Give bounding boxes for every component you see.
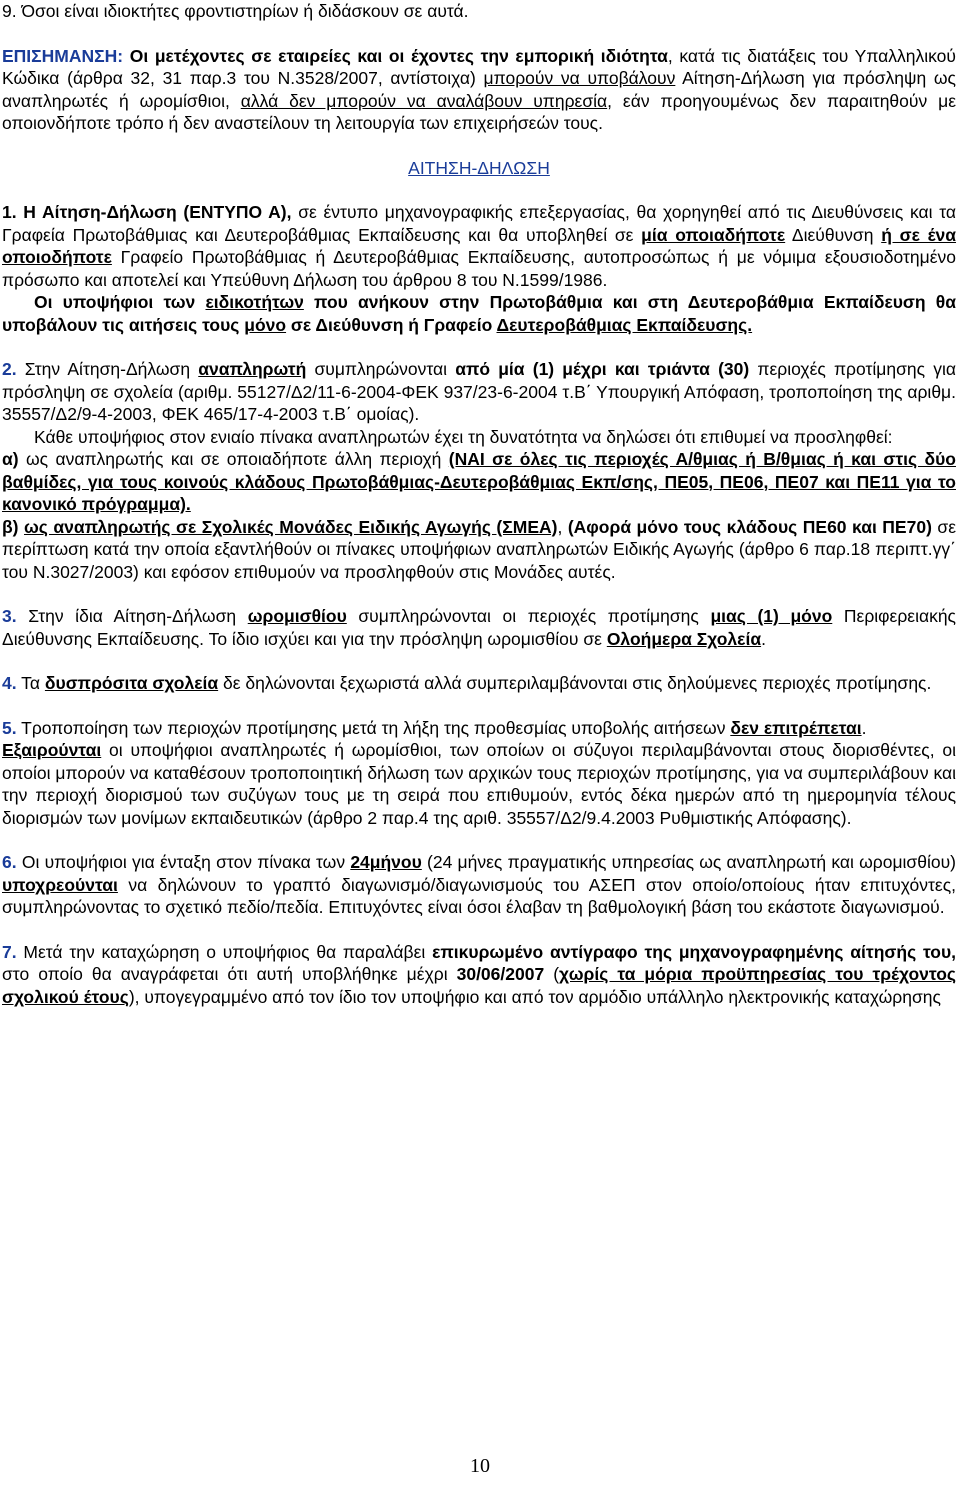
item-2-option-a [2, 448, 956, 516]
text-run: οι υποψήφιοι αναπληρωτές ή ωρομίσθιοι, των οποίων οι σύζυγοι περιλαμβάνονται στους διορισθέντες, οι οποίοι μπορούν να καταθέσουν τροποποιητική δήλωση των αρχικών τους περιοχών προτίμησης, για να συμπεριλάβουν και την περιοχή διορισμού των συζύγων τους με τη σειρά που επιθυμούν, εντός δέκα ημερών από τη ημερομηνία τέλους διορισμών των μονίμων εκπαιδευτικών (άρθρο 2 παρ.4 της αριθ. 35557/Δ2/9.4.2003 Ρυθμιστικής Απόφασης). [2, 740, 956, 828]
text-run: συμπληρώνονται οι περιοχές προτίμησης [346, 606, 711, 626]
document-body [2, 0, 956, 1008]
text-run: Τροποποίηση των περιοχών προτίμησης μετά τη λήξη της προθεσμίας υποβολής αιτήσεων [16, 717, 731, 738]
text-run: επικυρωμένο αντίγραφο της μηχανογραφημένης αίτησής του, [432, 941, 957, 962]
item-5-exception [2, 739, 956, 829]
text-run: μιας (1) μόνο [710, 606, 833, 626]
text-run: 9. Όσοι είναι ιδιοκτήτες φροντιστηρίων ή διδάσκουν σε αυτά. [2, 1, 469, 21]
text-run: 24μήνου [350, 852, 422, 872]
item-5 [2, 717, 956, 740]
item-9 [2, 0, 956, 23]
text-run: στο οποίο θα αναγράφεται ότι αυτή υποβλήθηκε μέχρι [2, 964, 457, 984]
text-run: χωρίς τα μόρια προϋπηρεσίας του τρέχοντος σχολικού έτους [2, 964, 956, 1007]
text-run: 5. [2, 717, 17, 738]
text-run: να δηλώνουν το γραπτό διαγωνισμό/διαγωνισμούς του ΑΣΕΠ στον οποίο/οποίους ήταν επιτυχόντες, συμπληρώνοντας το σχετικό πεδίο/πεδία. Επιτυχόντες είναι όσοι έλαβαν τη βαθμολογική βάση του εκάστοτε διαγωνισμού. [2, 874, 956, 917]
text-run: Κάθε υποψήφιος στον ενιαίο πίνακα αναπληρωτών έχει τη δυνατότητα να δηλώσει ότι επιθυμεί να προσληφθεί: [34, 426, 893, 447]
text-run: Διεύθυνση [785, 224, 882, 245]
text-run: δε δηλώνονται ξεχωριστά αλλά συμπεριλαμβάνονται στις δηλούμενες περιοχές προτίμησης. [218, 673, 932, 693]
text-run: ως αναπληρωτής σε Σχολικές Μονάδες Ειδικής Αγωγής (ΣΜΕΑ) [24, 516, 558, 537]
text-run: 30/06/2007 [456, 964, 545, 984]
text-run: . [761, 628, 766, 649]
text-run: Τα [16, 673, 45, 693]
text-run: δυσπρόσιτα σχολεία [44, 673, 219, 693]
text-run: ή σε ένα οποιοδήποτε [2, 224, 957, 267]
text-run: αλλά δεν μπορούν να αναλάβουν υπηρεσία [240, 90, 608, 111]
text-run: (ΝΑΙ σε όλες τις περιοχές Α/θμιας ή Β/θμιας ή και στις δύο βαθμίδες, για τους κοινούς κλάδους Πρωτοβάθμιας-Δευτεροβάθμιας Εκπ/σης, ΠΕ05, ΠΕ06, ΠΕ07 και ΠΕ11 για το κανονικό πρόγραμμα). [2, 449, 956, 514]
text-run: σε έντυπο μηχανογραφικής επεξεργασίας, θα χορηγηθεί από τις Διευθύνσεις και τα Γραφεία Πρωτοβάθμιας και Δευτεροβάθμιας Εκπαίδευσης και θα υποβληθεί σε [2, 202, 956, 245]
text-run: , εάν προηγουμένως δεν παραιτηθούν με οποιονδήποτε τρόπο ή δεν αναστείλουν τη λειτουργία των επιχειρήσεών τους. [2, 90, 957, 133]
note-paragraph [2, 45, 956, 135]
text-run: υποχρεούνται [2, 874, 118, 895]
text-run: ειδικοτήτων [205, 292, 304, 312]
item-2-options-intro [2, 426, 956, 449]
item-1-note [2, 291, 956, 336]
text-run: β) [2, 516, 19, 537]
text-run: Οι υποψήφιοι για ένταξη στον πίνακα των [16, 852, 351, 872]
text-run: Γραφείο Πρωτοβάθμιας ή Δευτεροβάθμιας Εκπαίδευσης, αυτοπροσώπως ή με νόμιμα εξουσιοδοτημένο πρόσωπο και αποτελεί και Υπεύθυνη Δήλωση του άρθρου 8 του Ν.1599/1986. [2, 247, 956, 290]
text-run: ( [544, 964, 560, 984]
text-run: αναπληρωτή [198, 359, 307, 379]
text-run: 7. [2, 941, 17, 962]
text-run: Μετά την καταχώρηση ο υποψήφιος θα παραλάβει [16, 941, 433, 962]
text-run: 2. [2, 359, 17, 379]
item-3 [2, 605, 956, 650]
text-run: Εξαιρούνται [2, 740, 102, 760]
text-run [123, 46, 130, 66]
text-run: Ολοήμερα Σχολεία [606, 628, 762, 649]
item-4 [2, 672, 956, 695]
text-run: συμπληρώνονται [306, 359, 456, 379]
text-run: Δευτεροβάθμιας Εκπαίδευσης. [496, 314, 753, 335]
text-run: σε Διεύθυνση ή Γραφείο [286, 314, 497, 335]
text-run: ), υπογεγραμμένο από τον ίδιο τον υποψήφιο και από τον αρμόδιο υπάλληλο ηλεκτρονικής καταχώρησης [128, 986, 941, 1007]
text-run: Περιφερειακής Διεύθυνσης Εκπαίδευσης. Το ίδιο ισχύει και για την πρόσληψη ωρομισθίου σε [2, 606, 956, 649]
text-run: που ανήκουν στην Πρωτοβάθμια και στη Δευτεροβάθμια Εκπαίδευση θα υποβάλουν τις αιτήσεις τους [2, 292, 957, 335]
text-run: , κατά τις διατάξεις του Υπαλληλικού Κώδικα (άρθρα 32, 31 παρ.3 του Ν.3528/2007, αντίστοιχα) [2, 45, 956, 88]
text-run: 1. Η Αίτηση-Δήλωση (ΕΝΤΥΠΟ Α), [2, 202, 292, 222]
item-2-option-b [2, 516, 956, 584]
text-run: δεν επιτρέπεται [730, 717, 862, 738]
text-run: ΕΠΙΣΗΜΑΝΣΗ: [2, 45, 124, 66]
text-run: . [861, 717, 867, 738]
text-run: , [557, 516, 568, 537]
section-heading[interactable] [2, 157, 956, 180]
item-2 [2, 358, 956, 426]
text-run: σε περίπτωση κατά την οποία εξαντλήθούν οι πίνακες υποψήφιων αναπληρωτών Ειδικής Αγωγής (άρθρο 6 παρ.18 περιπτ.γγ΄ του Ν.3027/2003) και εφόσον επιθυμούν να προσληφθούν στις Μονάδες αυτές. [2, 516, 956, 582]
text-run: 3. [2, 606, 17, 626]
page-number: 10 [470, 1455, 490, 1477]
text-run: (24 μήνες πραγματικής υπηρεσίας ως αναπληρωτή και ωρομισθίου) [421, 852, 956, 872]
text-run: 4. [2, 673, 17, 693]
text-run: (Αφορά μόνο τους κλάδους ΠΕ60 και ΠΕ70) [567, 516, 932, 537]
item-6 [2, 851, 956, 919]
text-run: μπορούν να υποβάλουν [483, 68, 676, 88]
item-1 [2, 201, 956, 291]
text-run: Οι μετέχοντες σε εταιρείες και οι έχοντες την εμπορική ιδιότητα [129, 45, 668, 66]
text-run: 6. [2, 852, 17, 872]
text-run: από μία (1) μέχρι και τριάντα (30) [455, 359, 750, 379]
text-run: ως αναπληρωτής και σε οποιαδήποτε άλλη περιοχή [18, 449, 449, 469]
text-run: Στην Αίτηση-Δήλωση [16, 359, 199, 379]
text-run: περιοχές προτίμησης για πρόσληψη σε σχολεία (αριθμ. 55127/Δ2/11-6-2004-ΦΕΚ 937/23-6-2004 τ.Β΄ Υπουργική Απόφαση, τροποποίηση της αριθμ. 35557/Δ2/9-4-2003, ΦΕΚ 465/17-4-2003 τ.Β΄ ομοίας). [2, 359, 957, 424]
text-run: α) [2, 449, 19, 469]
item-7 [2, 941, 956, 1009]
text-run: μία οποιαδήποτε [641, 224, 786, 245]
text-run: μόνο [244, 314, 287, 335]
text-run: ΑΙΤΗΣΗ-ΔΗΛΩΣΗ [408, 157, 550, 178]
text-run: Οι υποψήφιοι των [34, 292, 206, 312]
text-run: Αίτηση-Δήλωση για πρόσληψη ως αναπληρωτές ή ωρομίσθιοι, [2, 68, 956, 111]
text-run: Στην ίδια Αίτηση-Δήλωση [16, 606, 248, 626]
text-run: ωρομισθίου [247, 606, 347, 626]
